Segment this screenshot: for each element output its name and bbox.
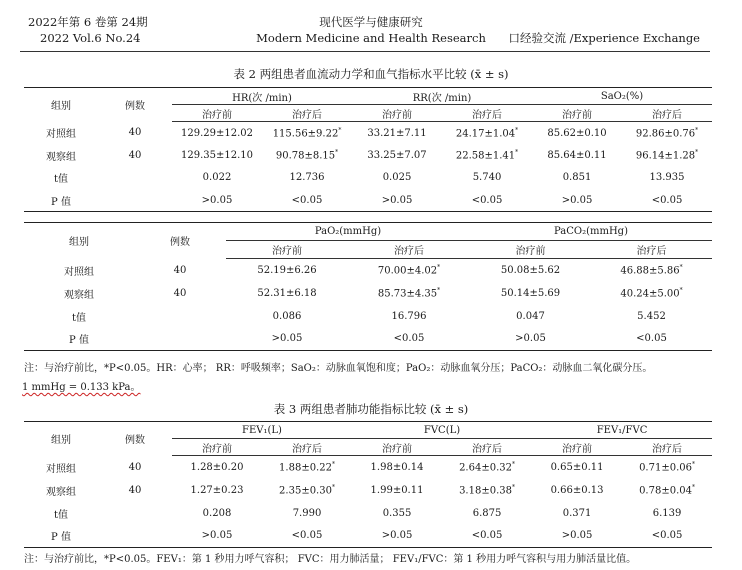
col-group-header: 组别 — [24, 223, 134, 259]
cell-value: 1.98±0.14 — [370, 461, 424, 473]
cell-value: >0.05 — [201, 194, 233, 206]
cell-value: 96.14±1.28 — [635, 150, 696, 162]
row-n — [134, 305, 226, 328]
table-cell — [348, 328, 470, 351]
cell-value: 0.71±0.06 — [639, 462, 692, 474]
significance-mark: * — [679, 286, 683, 294]
header-rule — [20, 51, 710, 52]
table-cell — [262, 502, 352, 525]
significance-mark: * — [691, 483, 695, 491]
measure-fev1-fvc-header: FEV₁/FVC — [532, 422, 712, 439]
subheader-before: 治疗前 — [226, 241, 348, 259]
row-label: 观察组 — [46, 486, 76, 498]
row-n: 40 — [128, 149, 142, 161]
table-cell — [622, 479, 712, 502]
cell-value: 1.28±0.20 — [190, 461, 244, 473]
subheader-after: 治疗后 — [622, 439, 712, 456]
cell-value: <0.05 — [636, 333, 667, 345]
table-cell — [470, 259, 591, 282]
row-label: 对照组 — [46, 129, 76, 141]
subheader-before: 治疗前 — [532, 439, 622, 456]
table-cell — [352, 502, 442, 525]
measure-sao2-header: SaO₂(%) — [532, 88, 712, 105]
table-cell — [352, 479, 442, 502]
table-cell — [532, 525, 622, 548]
table-cell — [622, 525, 712, 548]
table-cell — [172, 502, 262, 525]
cell-value: 0.65±0.11 — [550, 461, 604, 473]
cell-value: <0.05 — [393, 333, 425, 345]
significance-mark: * — [691, 461, 695, 469]
row-n: 40 — [173, 287, 187, 299]
row-label: P 值 — [24, 328, 134, 351]
table-cell — [172, 122, 262, 145]
table-cell — [442, 167, 532, 190]
subheader-after: 治疗后 — [442, 105, 532, 122]
cell-value: 2.64±0.32 — [459, 462, 512, 474]
subheader-before: 治疗前 — [470, 241, 591, 259]
cell-value: <0.05 — [651, 194, 683, 206]
table-cell — [226, 282, 348, 305]
significance-mark: * — [338, 126, 342, 134]
row-n — [98, 167, 172, 190]
table-row — [24, 525, 712, 548]
cell-value: 50.14±5.69 — [500, 287, 561, 299]
table-cell — [226, 328, 348, 351]
cell-value: 5.452 — [637, 310, 666, 322]
cell-value: 52.19±6.26 — [257, 264, 317, 276]
table-row — [24, 305, 712, 328]
cell-value: >0.05 — [381, 530, 413, 542]
table-cell — [172, 525, 262, 548]
table-cell — [591, 259, 712, 282]
table-cell — [442, 502, 532, 525]
cell-value: >0.05 — [561, 194, 593, 206]
subheader-after: 治疗后 — [348, 241, 470, 259]
table-row — [24, 502, 712, 525]
cell-value: 85.64±0.11 — [547, 149, 607, 161]
table-cell — [470, 305, 591, 328]
table3-caption: 表 3 两组患者肺功能指标比较 (x̄ ± s) — [273, 402, 469, 416]
table-cell — [352, 122, 442, 145]
cell-value: 50.08±5.62 — [500, 264, 561, 276]
significance-mark: * — [511, 461, 515, 469]
table-cell — [172, 189, 262, 212]
table-cell — [262, 122, 352, 145]
row-n: 40 — [128, 461, 142, 473]
subheader-before: 治疗前 — [532, 105, 622, 122]
cell-value: 6.875 — [472, 507, 502, 519]
significance-mark: * — [515, 149, 519, 157]
col-n-header: 例数 — [98, 88, 172, 122]
table2-note: 注：与治疗前比，*P<0.05。HR：心率； RR：呼吸频率；SaO₂：动脉血氧饱和度；PaO₂：动脉血氧分压；PaCO₂：动脉血二氧化碳分压。 — [24, 363, 653, 374]
table-cell — [470, 328, 591, 351]
table-cell — [348, 282, 470, 305]
table-cell — [352, 144, 442, 167]
table2-part1 — [24, 87, 712, 212]
table-cell — [532, 144, 622, 167]
cell-value: 92.86±0.76 — [635, 128, 696, 140]
table-cell — [352, 189, 442, 212]
table-cell — [532, 122, 622, 145]
row-label: P 值 — [24, 189, 98, 212]
cell-value: 85.62±0.10 — [547, 127, 607, 139]
significance-mark: * — [695, 149, 699, 157]
row-label: P 值 — [24, 525, 98, 548]
table-cell — [262, 167, 352, 190]
journal-name-cn: 现代医学与健康研究 — [319, 15, 423, 29]
measure-rr-header: RR(次 /min) — [352, 88, 532, 105]
table-row — [24, 167, 712, 190]
cell-value: 0.047 — [516, 310, 545, 322]
cell-value: >0.05 — [561, 530, 593, 542]
cell-value: 24.17±1.04 — [455, 128, 516, 140]
col-group-header: 组别 — [24, 88, 98, 122]
row-label: 观察组 — [46, 151, 76, 163]
subheader-after: 治疗后 — [262, 105, 352, 122]
col-n-header: 例数 — [134, 223, 226, 259]
row-label: t值 — [53, 174, 69, 186]
table-row — [24, 189, 712, 212]
table-cell — [532, 502, 622, 525]
cell-value: 0.371 — [562, 507, 592, 519]
table-cell — [352, 525, 442, 548]
cell-value: >0.05 — [381, 194, 413, 206]
row-label: 对照组 — [64, 266, 94, 278]
table-cell — [622, 122, 712, 145]
table-cell — [226, 305, 348, 328]
significance-mark: * — [511, 483, 515, 491]
cell-value: 0.086 — [272, 310, 302, 322]
table-cell — [622, 144, 712, 167]
cell-value: 115.56±9.22 — [272, 128, 339, 140]
cell-value: 5.740 — [472, 172, 502, 184]
table-row — [24, 122, 712, 145]
subheader-before: 治疗前 — [352, 105, 442, 122]
subheader-after: 治疗后 — [622, 105, 712, 122]
cell-value: 7.990 — [292, 507, 322, 519]
table-cell — [532, 456, 622, 479]
cell-value: 52.31±6.18 — [257, 287, 317, 299]
row-label: t值 — [53, 509, 69, 521]
cell-value: <0.05 — [471, 194, 503, 206]
subheader-before: 治疗前 — [172, 439, 262, 456]
cell-value: 12.736 — [289, 172, 325, 184]
row-n — [98, 525, 172, 548]
row-label: 对照组 — [46, 463, 76, 475]
cell-value: 0.355 — [382, 507, 412, 519]
table-row — [24, 479, 712, 502]
row-n — [98, 502, 172, 525]
cell-value: <0.05 — [291, 530, 323, 542]
significance-mark: * — [331, 483, 335, 491]
table-cell — [352, 167, 442, 190]
cell-value: 129.29±12.02 — [181, 127, 253, 139]
table-cell — [622, 167, 712, 190]
table2-part2 — [24, 222, 712, 351]
table2-note-unit — [22, 378, 140, 393]
table-cell — [442, 525, 532, 548]
cell-value: 1.88±0.22 — [279, 462, 332, 474]
table-cell — [442, 456, 532, 479]
col-group-header: 组别 — [24, 422, 98, 456]
row-n — [98, 189, 172, 212]
table2-caption: 表 2 两组患者血流动力学和血气指标水平比较 (x̄ ± s) — [233, 67, 509, 81]
cell-value: 70.00±4.02 — [377, 265, 438, 277]
table-cell — [172, 456, 262, 479]
cell-value: 0.022 — [202, 172, 232, 184]
measure-fvc-header: FVC(L) — [352, 422, 532, 439]
table-cell — [348, 259, 470, 282]
row-n: 40 — [173, 264, 187, 276]
table-row — [24, 259, 712, 282]
cell-value: 0.78±0.04 — [639, 485, 692, 497]
cell-value: 46.88±5.86 — [620, 265, 680, 277]
subheader-after: 治疗后 — [262, 439, 352, 456]
cell-value: 0.025 — [382, 172, 412, 184]
table-cell — [591, 328, 712, 351]
journal-name-en: Modern Medicine and Health Research — [256, 31, 486, 45]
cell-value: 13.935 — [649, 172, 685, 184]
significance-mark: * — [679, 264, 683, 272]
table-cell — [622, 189, 712, 212]
table-cell — [532, 189, 622, 212]
cell-value: 40.24±5.00 — [620, 288, 680, 300]
row-n: 40 — [128, 484, 142, 496]
table3-note: 注：与治疗前比，*P<0.05。FEV₁：第 1 秒用力呼气容积； FVC：用力肺活量； FEV₁/FVC：第 1 秒用力呼气容积与用力肺活量比值。 — [24, 554, 637, 565]
journal-issue-cn: 2022年第 6 卷第 24期 — [28, 15, 148, 29]
cell-value: 0.66±0.13 — [550, 484, 604, 496]
subheader-before: 治疗前 — [352, 439, 442, 456]
table-cell — [622, 456, 712, 479]
cell-value: 90.78±8.15 — [275, 150, 336, 162]
cell-value: 1.27±0.23 — [190, 484, 244, 496]
table-cell — [470, 282, 591, 305]
subheader-after: 治疗后 — [591, 241, 712, 259]
col-n-header: 例数 — [98, 422, 172, 456]
significance-mark: * — [515, 126, 519, 134]
measure-paco2-header: PaCO₂(mmHg) — [470, 223, 712, 241]
subheader-after: 治疗后 — [442, 439, 532, 456]
table-cell — [262, 525, 352, 548]
cell-value: 129.35±12.10 — [181, 149, 253, 161]
table-cell — [172, 479, 262, 502]
measure-hr-header: HR(次 /min) — [172, 88, 352, 105]
table-cell — [442, 189, 532, 212]
row-n: 40 — [128, 127, 142, 139]
cell-value: >0.05 — [271, 333, 303, 345]
subheader-before: 治疗前 — [172, 105, 262, 122]
cell-value: <0.05 — [471, 530, 503, 542]
journal-issue-en: 2022 Vol.6 No.24 — [40, 31, 141, 45]
section-label: 口经验交流 /Experience Exchange — [508, 31, 700, 45]
table-cell — [172, 167, 262, 190]
table-row — [24, 282, 712, 305]
table-cell — [591, 282, 712, 305]
cell-value: 0.851 — [562, 172, 592, 184]
table-cell — [172, 144, 262, 167]
cell-value: <0.05 — [291, 194, 323, 206]
significance-mark: * — [331, 461, 335, 469]
cell-value: >0.05 — [201, 530, 233, 542]
cell-value: 1.99±0.11 — [370, 484, 424, 496]
cell-value: <0.05 — [651, 530, 683, 542]
table-cell — [532, 479, 622, 502]
table-cell — [352, 456, 442, 479]
cell-value: 0.208 — [202, 507, 232, 519]
cell-value: 6.139 — [652, 507, 682, 519]
table-cell — [622, 502, 712, 525]
table-cell — [442, 144, 532, 167]
measure-pao2-header: PaO₂(mmHg) — [226, 223, 470, 241]
row-label: t值 — [71, 312, 87, 324]
cell-value: 16.796 — [391, 310, 427, 322]
table3 — [24, 421, 712, 548]
cell-value: >0.05 — [515, 333, 546, 345]
measure-fev1-header: FEV₁(L) — [172, 422, 352, 439]
table-row — [24, 456, 712, 479]
unit-conversion-text: 1 mmHg = 0.133 kPa。 — [22, 382, 141, 393]
table-row — [24, 144, 712, 167]
cell-value: 3.18±0.38 — [459, 485, 512, 497]
table-cell — [442, 479, 532, 502]
table-cell — [262, 189, 352, 212]
table-cell — [442, 122, 532, 145]
cell-value: 33.25±7.07 — [367, 149, 427, 161]
table-cell — [262, 456, 352, 479]
cell-value: 33.21±7.11 — [367, 127, 427, 139]
significance-mark: * — [335, 149, 339, 157]
table-cell — [348, 305, 470, 328]
table-cell — [262, 479, 352, 502]
table-cell — [532, 167, 622, 190]
significance-mark: * — [437, 286, 441, 294]
cell-value: 22.58±1.41 — [455, 150, 516, 162]
table-row — [24, 328, 712, 351]
row-label: 观察组 — [64, 289, 94, 301]
table-cell — [591, 305, 712, 328]
cell-value: 85.73±4.35 — [377, 288, 438, 300]
table-cell — [262, 144, 352, 167]
significance-mark: * — [437, 264, 441, 272]
table-cell — [226, 259, 348, 282]
significance-mark: * — [695, 126, 699, 134]
row-n — [134, 328, 226, 351]
cell-value: 2.35±0.30 — [279, 485, 332, 497]
